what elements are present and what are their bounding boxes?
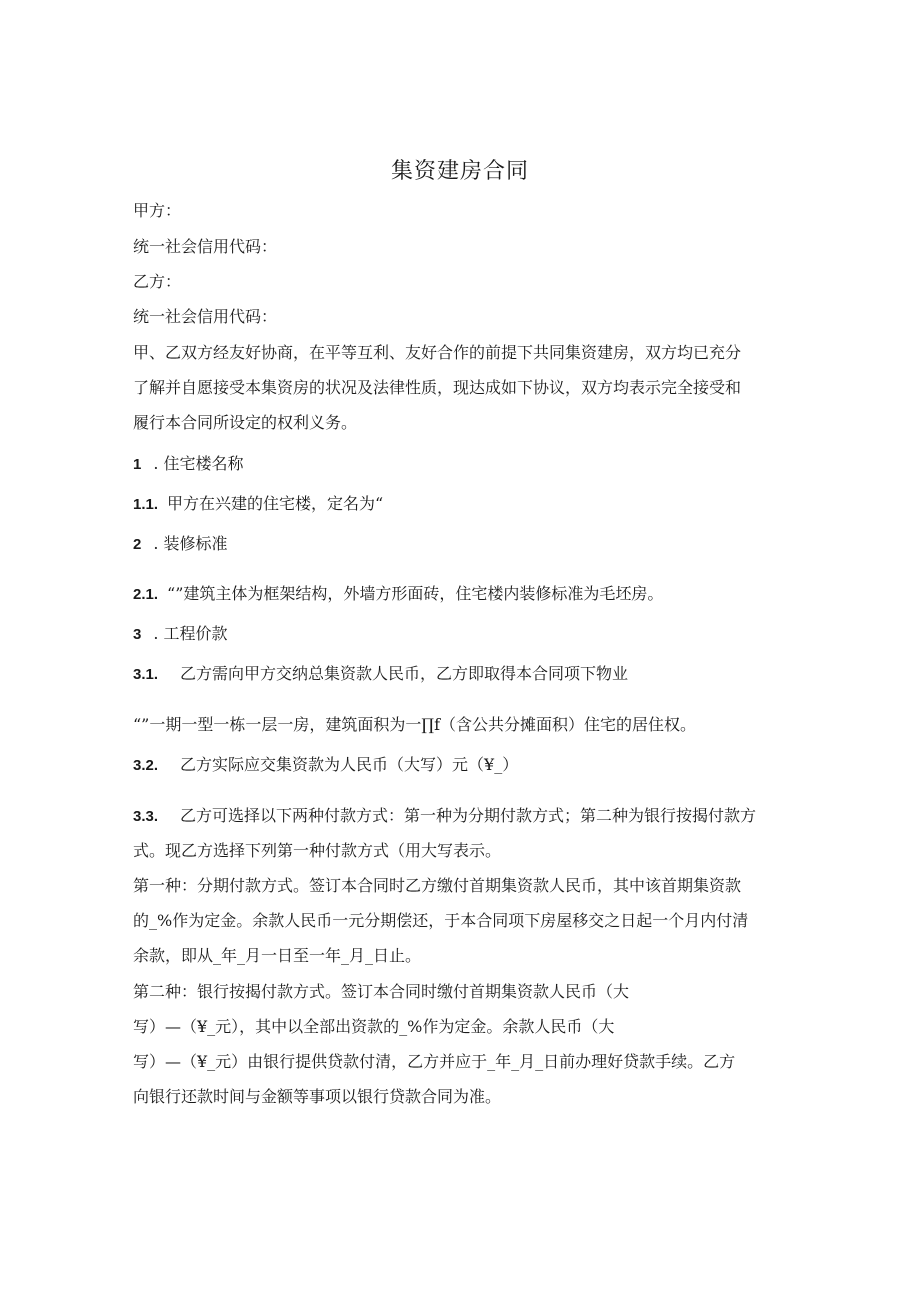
clause-text: 甲方在兴建的住宅楼，定名为“ [167,494,384,513]
party-b-credit-code-label: 统一社会信用代码： [133,307,278,326]
clause-2-1 [133,584,663,605]
clause-text: 乙方需向甲方交纳总集资款人民币，乙方即取得本合同项下物业 [180,664,629,683]
clause-text: 乙方可选择以下两种付款方式：第一种为分期付款方式；第二种为银行按揭付款方 [180,806,757,825]
party-a-label: 甲方： [133,201,182,220]
clause-3-3-line-2: 式。现乙方选择下列第一种付款方式（用大写表示。 [133,841,502,860]
party-b-label: 乙方： [133,272,182,291]
clause-3-3 [133,806,756,827]
option-2-line-3: 写）—（¥_元）由银行提供贷款付清，乙方并应于_年_月_日前办理好贷款手续。乙方 [133,1052,736,1071]
section-number: 1 [133,456,142,473]
clause-number: 2.1. [133,586,159,603]
intro-line-2: 了解并自愿接受本集资房的状况及法律性质，现达成如下协议，双方均表示完全接受和 [133,378,742,397]
option-1-line-3: 余款，即从_年_月一日至一年_月_日止。 [133,946,422,965]
option-2-line-4: 向银行还款时间与金额等事项以银行贷款合同为准。 [133,1087,502,1106]
clause-3-1-continued: “”一期一型一栋一层一房，建筑面积为一∏f（含公共分摊面积）住宅的居住权。 [133,715,697,734]
clause-3-2 [133,755,518,776]
clause-text: 乙方实际应交集资款为人民币（大写）元（¥_） [180,755,519,774]
option-1-line-1: 第一种：分期付款方式。签订本合同时乙方缴付首期集资款人民币，其中该首期集资款 [133,876,742,895]
section-title: . 工程价款 [153,624,228,643]
clause-number: 3.1. [133,666,159,683]
clause-3-1 [133,664,628,685]
section-title: . 住宅楼名称 [153,454,244,473]
clause-text: “”建筑主体为框架结构，外墙方形面砖，住宅楼内装修标准为毛坯房。 [167,584,664,603]
section-number: 3 [133,626,142,643]
intro-line-1: 甲、乙双方经友好协商，在平等互利、友好合作的前提下共同集资建房，双方均已充分 [133,343,742,362]
page-title: 集资建房合同 [390,159,529,184]
clause-number: 1.1. [133,496,159,513]
section-3-heading [133,624,228,645]
clause-1-1 [133,494,383,515]
party-a-credit-code-label: 统一社会信用代码： [133,237,278,256]
section-title: . 装修标准 [153,534,228,553]
section-number: 2 [133,536,142,553]
option-1-line-2: 的_%作为定金。余款人民币一元分期偿还，于本合同项下房屋移交之日起一个月内付清 [133,911,749,930]
intro-line-3: 履行本合同所设定的权利义务。 [133,413,358,432]
clause-number: 3.2. [133,757,159,774]
option-2-line-1: 第二种：银行按揭付款方式。签订本合同时缴付首期集资款人民币（大 [133,982,630,1001]
clause-number: 3.3. [133,808,159,825]
option-2-line-2: 写）—（¥_元），其中以全部出资款的_%作为定金。余款人民币（大 [133,1017,615,1036]
section-2-heading [133,534,228,555]
section-1-heading [133,454,244,475]
